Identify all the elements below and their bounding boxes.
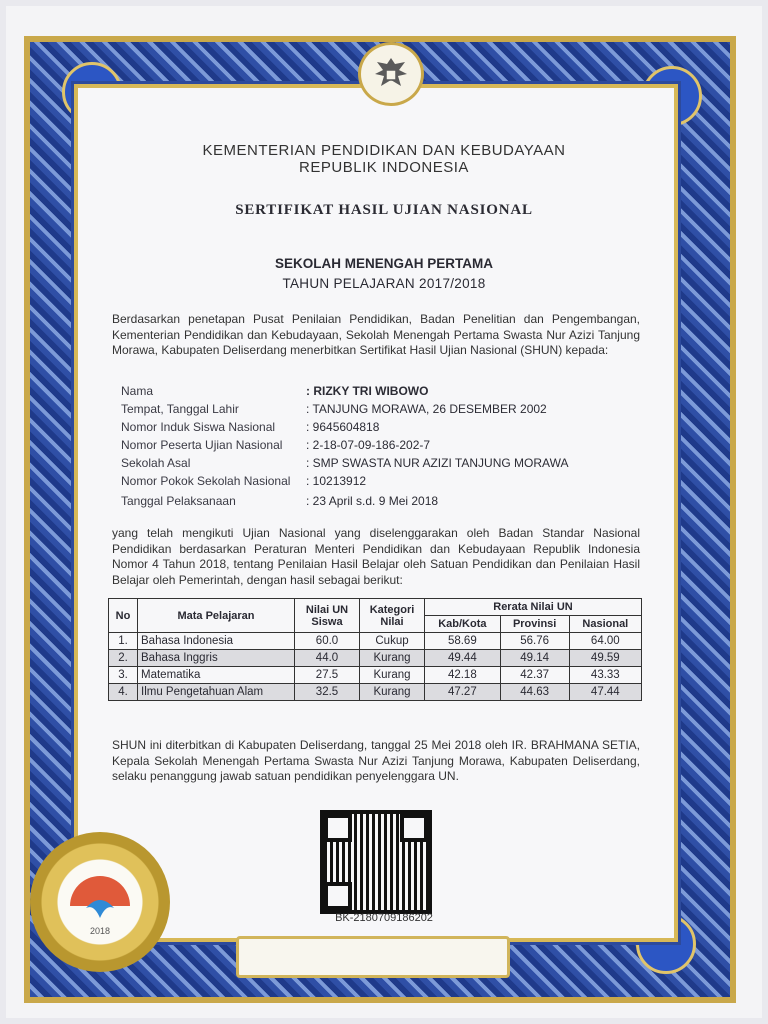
field-value-nisn: : 9645604818	[306, 420, 380, 434]
cell-score: 32.5	[295, 684, 360, 701]
cell-nas: 47.44	[569, 684, 641, 701]
table-row	[109, 684, 642, 701]
intro-paragraph: Berdasarkan penetapan Pusat Penilaian Pendidikan, Badan Penelitian dan Pengembangan, Kementerian Pendidikan dan Kebudayaan, Sekolah Menengah Pertama Swasta Nur Azizi Tanjung Morawa, Kabupaten Deliserdang menerbitkan Sertifikat Hasil Ujian Nasional (SHUN) kepada:	[112, 312, 640, 357]
cell-category: Cukup	[360, 633, 425, 650]
cell-category: Kurang	[360, 684, 425, 701]
table-row	[109, 650, 642, 667]
cell-no: 1.	[109, 633, 138, 650]
garuda-emblem-icon	[358, 42, 424, 106]
cell-prov: 49.14	[500, 650, 569, 667]
qr-finder-icon	[324, 814, 352, 842]
qr-finder-icon	[324, 882, 352, 910]
field-label-nisn: Nomor Induk Siswa Nasional	[121, 420, 276, 434]
cell-kab: 49.44	[425, 650, 501, 667]
header-score: Nilai UN Siswa	[295, 599, 360, 633]
field-value-name: : RIZKY TRI WIBOWO	[306, 384, 429, 398]
header-prov: Provinsi	[500, 616, 569, 633]
header-kab: Kab/Kota	[425, 616, 501, 633]
ministry-heading	[6, 142, 762, 176]
cell-kab: 47.27	[425, 684, 501, 701]
field-label-name: Nama	[121, 384, 154, 398]
cell-no: 2.	[109, 650, 138, 667]
academic-year: TAHUN PELAJARAN 2017/2018	[282, 276, 486, 291]
cell-nas: 43.33	[569, 667, 641, 684]
cell-category: Kurang	[360, 650, 425, 667]
bottom-scroll-ornament	[236, 936, 510, 978]
cell-nas: 49.59	[569, 650, 641, 667]
field-label-school: Sekolah Asal	[121, 456, 191, 470]
score-table	[108, 598, 642, 701]
field-label-npsn: Nomor Pokok Sekolah Nasional	[121, 474, 291, 488]
certificate-title: SERTIFIKAT HASIL UJIAN NASIONAL	[235, 202, 533, 218]
cell-prov: 44.63	[500, 684, 569, 701]
table-row	[109, 633, 642, 650]
tut-wuri-handayani-seal-icon	[30, 832, 170, 972]
cell-score: 44.0	[295, 650, 360, 667]
table-row	[109, 667, 642, 684]
cell-prov: 42.37	[500, 667, 569, 684]
ministry-line-1: KEMENTERIAN PENDIDIKAN DAN KEBUDAYAAN	[202, 142, 566, 159]
cell-kab: 58.69	[425, 633, 501, 650]
field-value-birth: : TANJUNG MORAWA, 26 DESEMBER 2002	[306, 402, 547, 416]
qr-finder-icon	[400, 814, 428, 842]
ministry-line-2: REPUBLIK INDONESIA	[299, 159, 469, 176]
header-category: Kategori Nilai	[360, 599, 425, 633]
cell-score: 60.0	[295, 633, 360, 650]
cell-kab: 42.18	[425, 667, 501, 684]
header-no: No	[109, 599, 138, 633]
header-subject: Mata Pelajaran	[138, 599, 295, 633]
cell-no: 3.	[109, 667, 138, 684]
issuance-paragraph: SHUN ini diterbitkan di Kabupaten Deliserdang, tanggal 25 Mei 2018 oleh IR. BRAHMANA SETIA, Kepala Sekolah Menengah Pertama Swasta Nur Azizi Tanjung Morawa, Kabupaten Deliserdang, selaku penanggung jawab satuan pendidikan penyelenggara UN.	[112, 738, 640, 783]
field-value-school: : SMP SWASTA NUR AZIZI TANJUNG MORAWA	[306, 456, 569, 470]
field-label-exam-number: Nomor Peserta Ujian Nasional	[121, 438, 283, 452]
cell-subject: Matematika	[138, 667, 295, 684]
cell-subject: Bahasa Inggris	[138, 650, 295, 667]
closing-paragraph: yang telah mengikuti Ujian Nasional yang diselenggarakan oleh Badan Standar Nasional Pendidikan berdasarkan Peraturan Menteri Pendidikan dan Kebudayaan Republik Indonesia Nomor 4 Tahun 2018, tentang Penilaian Hasil Belajar oleh Satuan Pendidikan dan Penilaian Hasil Belajar oleh Pemerintah, dengan hasil sebagai berikut:	[112, 526, 640, 587]
field-value-npsn: : 10213912	[306, 474, 367, 488]
cell-nas: 64.00	[569, 633, 641, 650]
cell-subject: Bahasa Indonesia	[138, 633, 295, 650]
certificate-page	[6, 6, 762, 1018]
cell-category: Kurang	[360, 667, 425, 684]
cell-score: 27.5	[295, 667, 360, 684]
field-label-exam-date: Tanggal Pelaksanaan	[121, 494, 236, 508]
header-nas: Nasional	[569, 616, 641, 633]
cell-prov: 56.76	[500, 633, 569, 650]
field-value-exam-date: : 23 April s.d. 9 Mei 2018	[306, 494, 439, 508]
field-label-birth: Tempat, Tanggal Lahir	[121, 402, 239, 416]
qr-code-icon	[324, 814, 428, 910]
cell-subject: Ilmu Pengetahuan Alam	[138, 684, 295, 701]
qr-code-label: BK-2180709186202	[335, 912, 433, 924]
header-average: Rerata Nilai UN	[425, 599, 642, 616]
school-level: SEKOLAH MENENGAH PERTAMA	[274, 256, 493, 271]
seal-year: 2018	[89, 926, 111, 936]
cell-no: 4.	[109, 684, 138, 701]
field-value-exam-number: : 2-18-07-09-186-202-7	[306, 438, 431, 452]
